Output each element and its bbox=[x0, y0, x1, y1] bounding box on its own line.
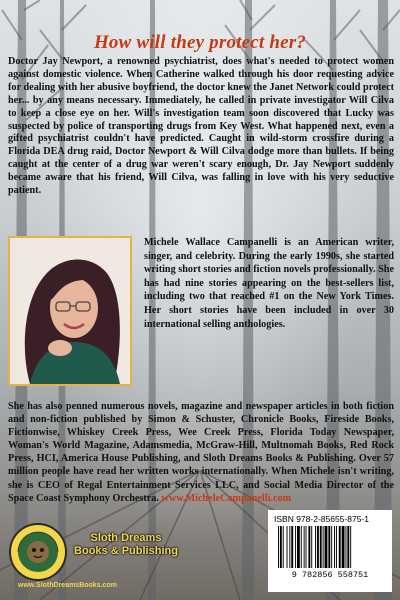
barcode-bar bbox=[345, 526, 346, 568]
barcode-bar bbox=[291, 526, 293, 568]
barcode-bar bbox=[280, 526, 282, 568]
barcode-bar bbox=[350, 526, 351, 568]
synopsis-text: Doctor Jay Newport, a renowned psychiatrist, does what's needed to protect women against domestic violence. When Catherine walked through his door requesting advice for dealing with her abusive boyfriend, the doctor knew the Janet Network could protect her... by any means necessary. Immediately, he called in private investigator Will Cilva to keep a close eye on her. Will's investigation team soon discovered that Lucky was suspected by police of transporting drugs from Key West. What happened next, even a gifted psychiatrist couldn't have predicted. Caught in wild-storm crossfire during a Florida DEA drug raid, Doctor Newport & Will Cilva dodge more than bullets. If being caught at the center of a drug war weren't scary enough, Dr. Jay Newport suddenly became aware that his friend, Will Cilva, was falling in love with his very seductive patient. bbox=[8, 56, 394, 197]
barcode-bar bbox=[308, 526, 310, 568]
barcode-bar bbox=[328, 526, 330, 568]
barcode-bar bbox=[347, 526, 349, 568]
author-credits bbox=[8, 400, 394, 505]
author-photo bbox=[8, 236, 132, 386]
barcode-digits: 9 782856 558751 bbox=[291, 570, 369, 578]
author-website-link[interactable]: www.MicheleCampanelli.com bbox=[161, 492, 292, 504]
barcode-bar bbox=[325, 526, 328, 568]
barcode-bar bbox=[331, 526, 332, 568]
barcode-bar bbox=[323, 526, 324, 568]
publisher-name-line2: Books & Publishing bbox=[74, 545, 178, 557]
barcode-bar bbox=[317, 526, 319, 568]
isbn-label: ISBN 978-2-85655-875-1 bbox=[274, 514, 369, 524]
author-credits-text: She has also penned numerous novels, magazine and newspaper articles in both fiction and non-fiction published by Simon & Schuster, Chronicle Books, Fireside Books, Fictionwise, Whiskey Creek Press, Wee Creek Press, Florida Today Newspaper, Woman's World Magazine, Adamsmedia, McGraw-Hill, Multnomah Books, Red Rock Press, HCI, America House Publishing, and Sloth Dreams Books & Publishing. Over 57 million people have read her written works internationally. When Michele isn't writing, she is CEO of Regal Entertainment Services LLC, and Social Media Director of the Space Coast Symphony Orchestra. bbox=[8, 401, 394, 504]
headline: How will they protect her? bbox=[93, 32, 307, 53]
barcode-bar bbox=[283, 526, 284, 568]
barcode-bar bbox=[339, 526, 341, 568]
isbn-barcode-box bbox=[268, 510, 392, 592]
barcode-bar bbox=[278, 526, 279, 568]
publisher-name-line1: Sloth Dreams bbox=[90, 532, 162, 544]
barcode-bar bbox=[304, 526, 305, 568]
barcode-bar bbox=[301, 526, 302, 568]
barcode-bar bbox=[306, 526, 307, 568]
barcode-bar bbox=[311, 526, 312, 568]
barcode-bar bbox=[287, 526, 288, 568]
barcode-bar bbox=[289, 526, 290, 568]
barcode-bar bbox=[342, 526, 345, 568]
barcode-bar bbox=[297, 526, 300, 568]
publisher-logo bbox=[8, 520, 180, 590]
barcode-bar bbox=[320, 526, 322, 568]
author-bio: Michele Wallace Campanelli is an American writer, singer, and celebrity. During the early 1990s, she started writing short stories and fiction novels professionally. She has had nine stories appearing on the best-sellers list, including two that reached #1 on the New York Times. Her short stories have been included in over 30 international selling anthologies. bbox=[144, 237, 394, 330]
sloth-seal-icon bbox=[8, 522, 68, 582]
publisher-name bbox=[72, 532, 180, 558]
barcode-bar bbox=[315, 526, 316, 568]
barcode-bar bbox=[334, 526, 335, 568]
barcode bbox=[274, 526, 386, 578]
barcode-bar bbox=[336, 526, 337, 568]
barcode-bar bbox=[295, 526, 296, 568]
publisher-url[interactable]: www.SlothDreamsBooks.com bbox=[18, 582, 117, 589]
